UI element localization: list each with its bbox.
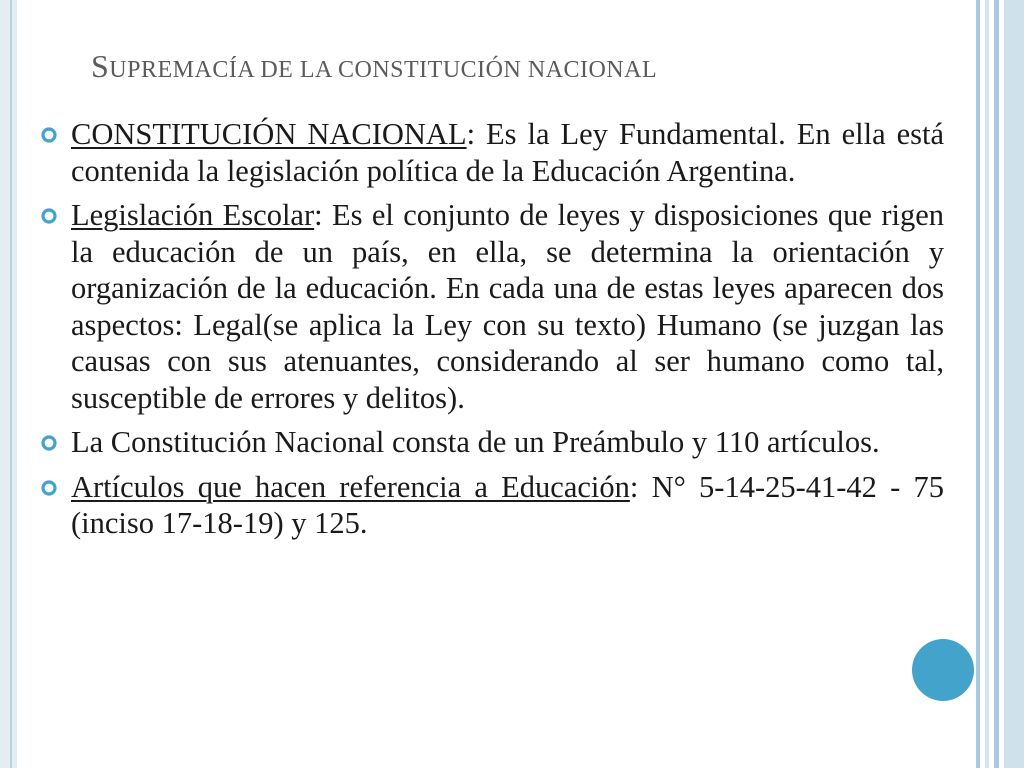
bullet-separator: : (314, 198, 323, 232)
bullet-item-articulos-educacion (40, 469, 944, 542)
bullet-term: Artículos que hacen referencia a Educación (71, 469, 630, 504)
bullet-separator: : (629, 469, 639, 504)
ring-bullet-icon (40, 434, 58, 452)
ring-bullet-icon (40, 126, 58, 144)
bullet-text: N° 5-14-25-41-42 - 75 (inciso 17-18-19) y 125. (71, 469, 944, 540)
bullet-item-constitucion (40, 116, 944, 189)
bullet-text: La Constitución Nacional consta de un Preámbulo y 110 artículos. (71, 425, 880, 459)
bullet-item-legislacion (40, 197, 944, 416)
bullet-text: Es la Ley Fundamental. En ella está contenida la legislación política de la Educación Argentina. (71, 117, 944, 188)
left-border-line (10, 0, 12, 768)
bullet-text: Es el conjunto de leyes y disposiciones que rigen la educación de un país, en ella, se determina la orientación y organización de la educación. En cada una de estas leyes aparecen dos aspectos: Legal(se aplica la Ley con su texto) Humano (se juzgan las causas con sus atenuantes, considerando al ser humano como tal, susceptible de errores y delitos). (71, 198, 944, 415)
bullet-list (40, 116, 944, 550)
left-border (0, 0, 17, 768)
decorative-circle (912, 639, 974, 701)
slide-title: SUPREMACÍA DE LA CONSTITUCIÓN NACIONAL (91, 48, 658, 84)
right-border-stripes (974, 0, 1024, 768)
ring-bullet-icon (40, 479, 58, 497)
ring-bullet-icon (40, 207, 58, 225)
bullet-term: Legislación Escolar (71, 198, 315, 232)
bullet-separator: : (466, 117, 476, 151)
bullet-term: CONSTITUCIÓN NACIONAL (71, 117, 467, 151)
bullet-item-articulos-count (40, 424, 944, 461)
